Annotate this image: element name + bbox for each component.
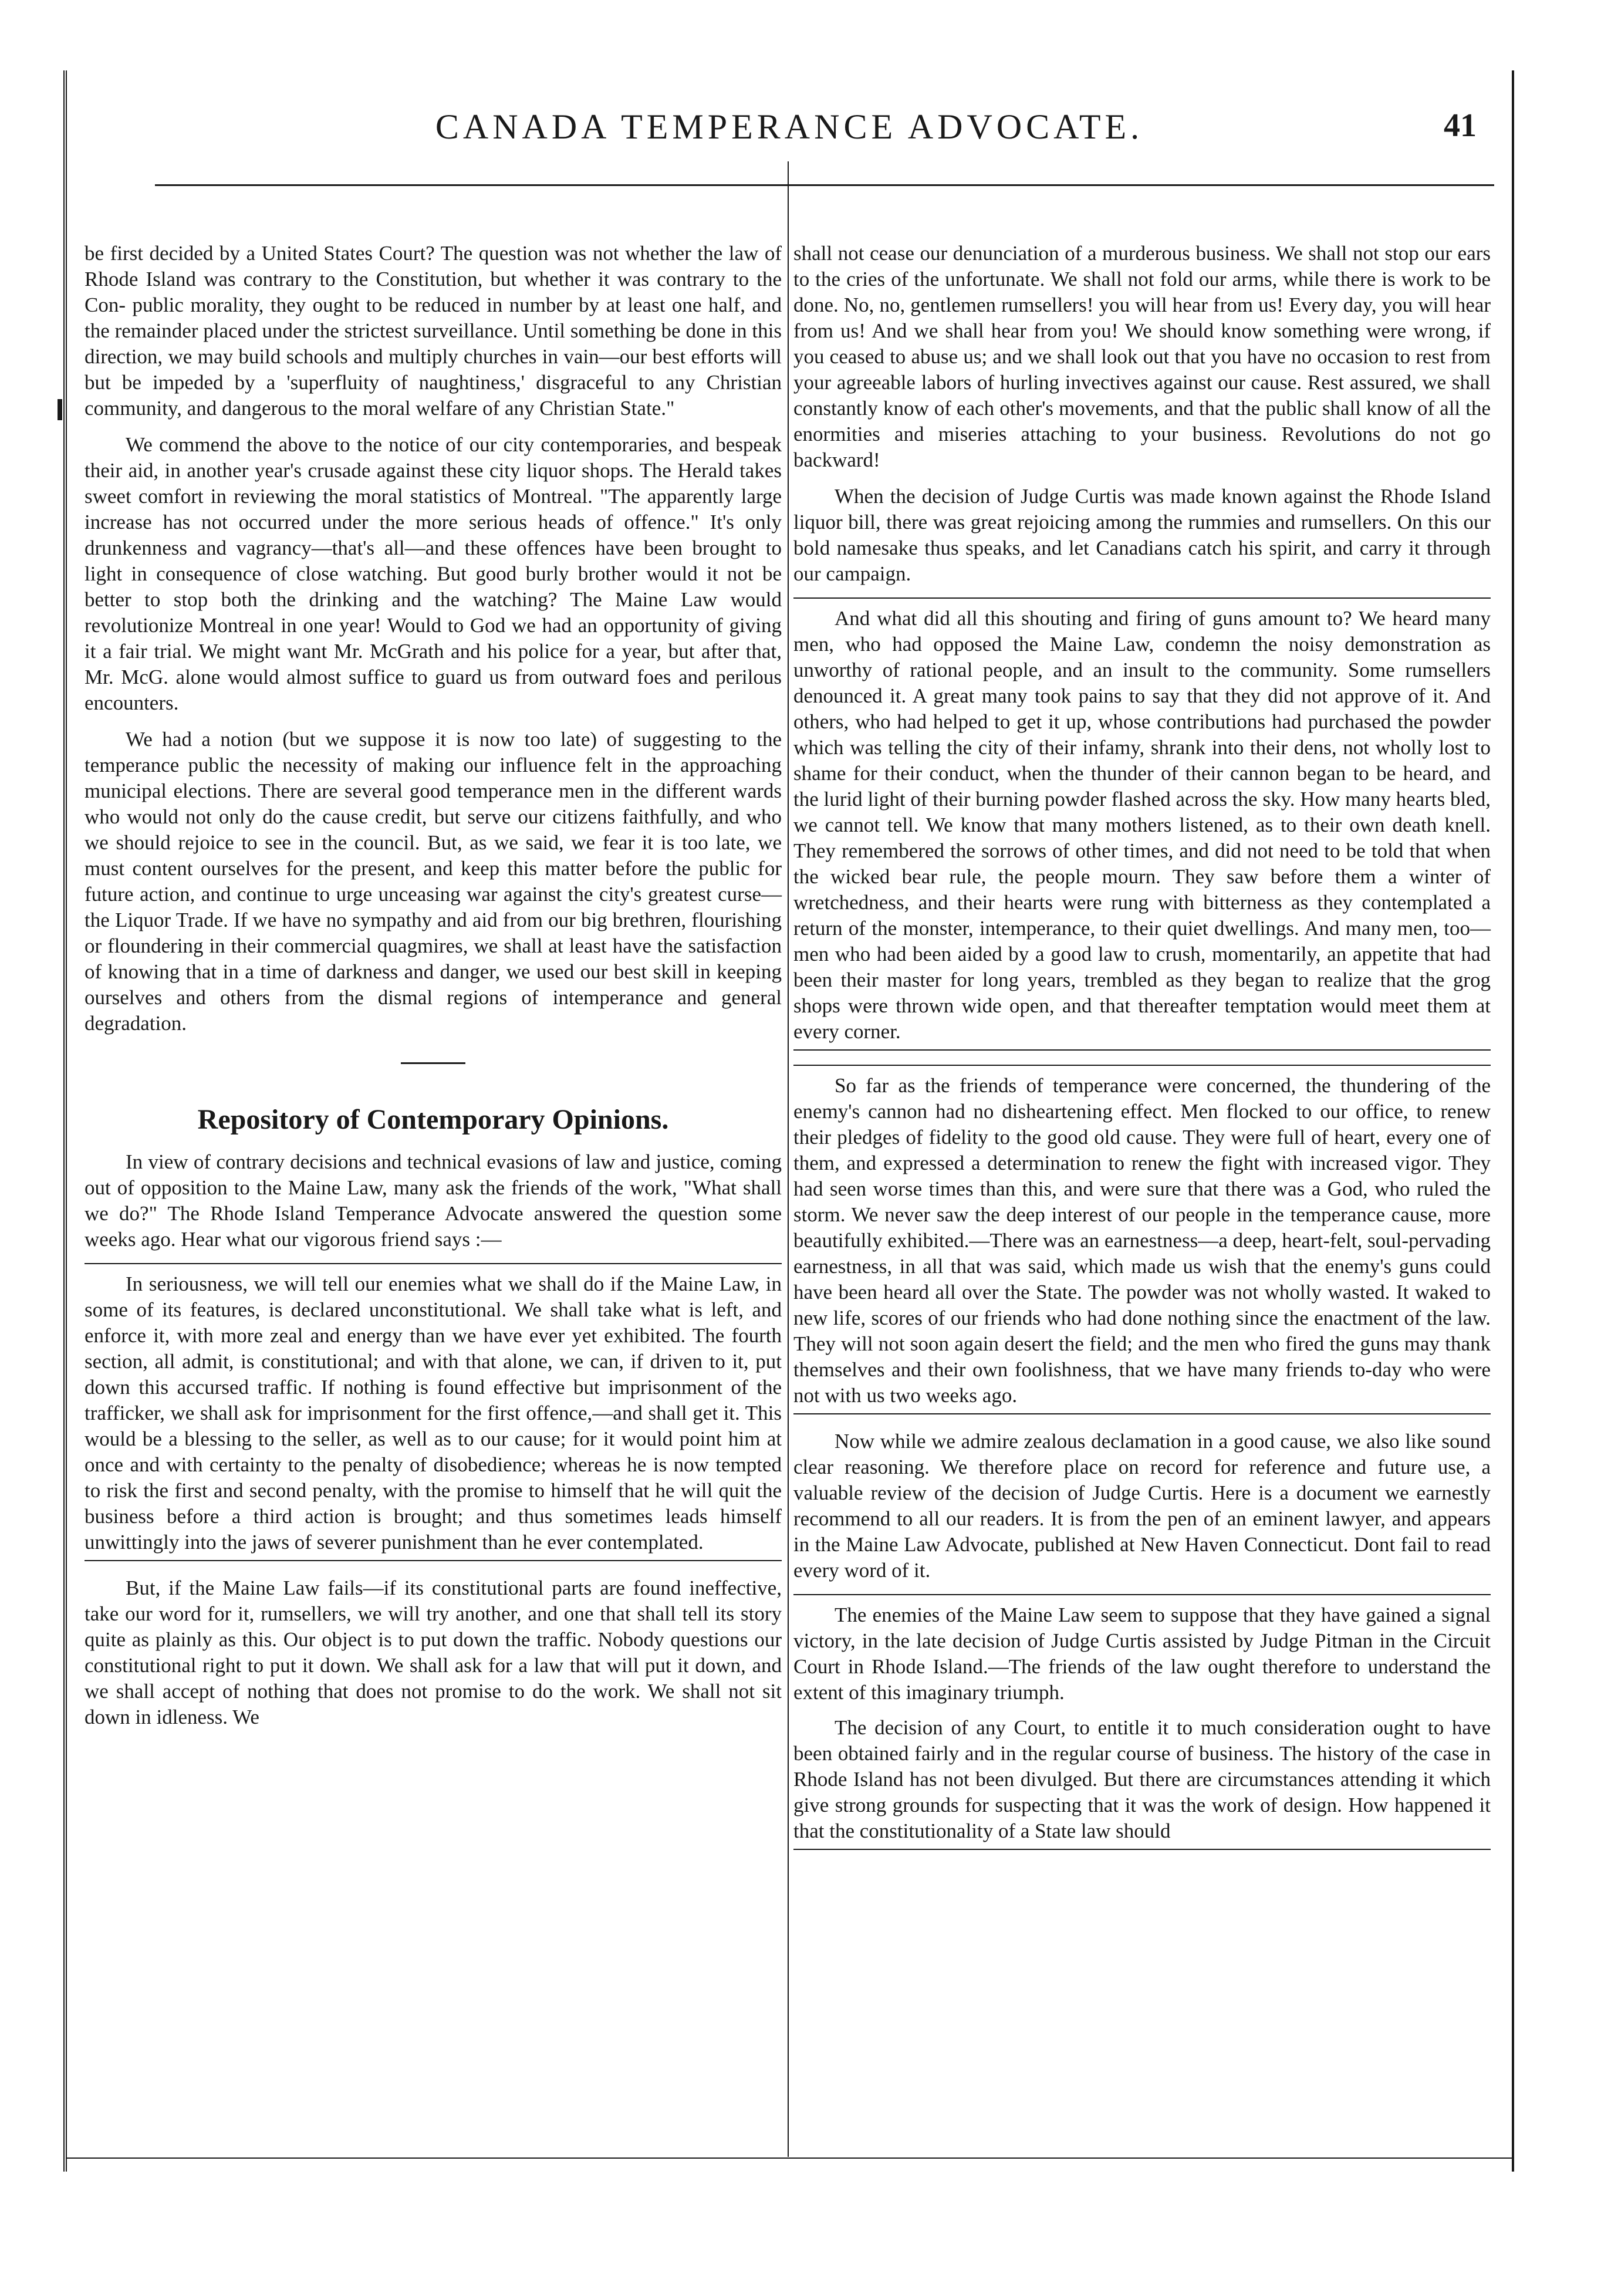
page-number: 41 [1444,107,1477,144]
section-heading: Repository of Contemporary Opinions. [197,1104,669,1135]
article-text: In seriousness, we will tell our enemies what we shall do if the Maine Law, in some of its features, is declared unconstitutional. We shall take what is left, and enforce it, with more zeal and energy than we have ever yet exhibited. The fourth section, all admit, is constitutional; and with that alone, we can, if driven to it, put down this accursed traffic. If nothing is found effective but imprisonment of the trafficker, we shall ask for imprisonment for the first offence,—and shall get it. This would be a blessing to the seller, as well as to our cause; for it would point him at once and with certainty to the penalty of disobedience; whereas he is now tempted to risk the first and second penalty, with the promise to himself that he will quit the business before a third action is brought; and thus sometimes leads himself unwittingly into the jaws of severer punishment than he ever contemplated. [85,1272,782,1554]
margin-mark [58,399,62,420]
quoted-passage [85,1263,782,1561]
column-divider [788,161,789,2157]
newspaper-title: CANADA TEMPERANCE ADVOCATE. [435,107,1144,146]
article-text: be first decided by a United States Court? The question was not whether the law of Rhode Island was contrary to the Constitution, but whether it was contrary to the Con- public morality, they ought to be reduced in number by at least one half, and the remainder placed under the strictest surveillance. Until something be done in this direction, we may build schools and multiply churches in vain—our best efforts will but be impeded by a 'superfluity of naughtiness,' disgraceful to any Christian community, and dangerous to the moral welfare of any Christian State." [85,242,782,420]
article-text: In view of contrary decisions and technical evasions of law and justice, coming out of opposition to the Maine Law, many ask the friends of the work, "What shall we do?" The Rhode Island Temperance Advocate answered the question some weeks ago. Hear what our vigorous friend says :— [85,1150,782,1251]
quoted-passage [793,1065,1491,1414]
article-text: We had a notion (but we suppose it is now too late) of suggesting to the temperance public the necessity of making our influence felt in the approaching municipal elections. There are several good temperance men in the different wards who would not only do the cause credit, but serve our citizens faithfully, and who we should rejoice to see in the council. But, as we said, we fear it is too late, we must content ourselves for the present, and keep this matter before the public for future action, and continue to urge unceasing war against the city's greatest curse—the Liquor Trade. If we have no sympathy and aid from our big brethren, flourishing or floundering in their commercial quagmires, we shall at least have the satisfaction of knowing that in a time of darkness and danger, we used our best skill in keeping ourselves and others from the dismal regions of intemperance and general degradation. [85,728,782,1035]
article-text: And what did all this shouting and firing of guns amount to? We heard many men, who had opposed the Maine Law, condemn the noisy demonstration as unworthy of rational people, and an insult to the community. Some rumsellers denounced it. A great many took pains to say that they did not approve of it. And others, who had helped to get it up, whose contributions had purchased the powder which was telling the city of their infamy, shrank into their dens, not wholly lost to shame for their conduct, when the thunder of their cannon began to be heard, and the lurid light of their burning powder flashed across the sky. How many hearts bled, we cannot tell. We know that many mothers listened, as to their own death knell. They remembered the sorrows of other times, and did not need to be told that when the wicked bear rule, the people mourn. They saw before them a winter of wretchedness, and their hearts were rung with bitterness as they contemplated a return of the monster, intemperance, to their quiet dwellings. And many men, too—men who had been aided by a good law to crush, momentarily, an appetite that had been their master for long years, trembled as they began to realize that the grog shops were thrown wide open, and that thereafter temptation would meet them at every corner. [793,607,1491,1043]
quoted-passage [793,597,1491,1051]
masthead [67,107,1512,166]
article-text: The enemies of the Maine Law seem to suppose that they have gained a signal victory, in the late decision of Judge Curtis assisted by Judge Pitman in the Circuit Court in Rhode Island.—The friends of the law ought therefore to understand the extent of this imaginary triumph. [793,1603,1491,1704]
header-rule [155,184,1494,186]
article-text: shall not cease our denunciation of a murderous business. We shall not stop our ears to the cries of the unfortunate. We shall not fold our arms, while there is work to be done. No, no, gentlemen rumsellers! you will hear from us! Every day, you will hear from us! And we shall hear from you! We should know something were wrong, if you ceased to abuse us; and we shall look out that you have no occasion to rest from your agreeable labors of hurling invectives against our cause. Rest assured, we shall constantly know of each other's movements, and that the public shall know of all the enormities and miseries attaching to your business. Revolutions do not go backward! [793,242,1491,471]
right-column [793,241,1491,1864]
footer-rule [67,2157,1512,2159]
article-text: When the decision of Judge Curtis was made known against the Rhode Island liquor bill, there was great rejoicing among the rummies and rumsellers. On this our bold namesake thus speaks, and let Canadians catch his spirit, and carry it through our campaign. [793,485,1491,585]
article-text: Now while we admire zealous declamation in a good cause, we also like sound clear reasoning. We therefore place on record for reference and future use, a valuable review of the decision of Judge Curtis. Here is a document we earnestly recommend to all our readers. It is from the pen of an eminent lawyer, and appears in the Maine Law Advocate, published at New Haven Connecticut. Dont fail to read every word of it. [793,1430,1491,1582]
section-separator [401,1062,465,1064]
article-text: But, if the Maine Law fails—if its constitutional parts are found ineffective, take our word for it, rumsellers, we will try another, and one that shall tell its story quite as plainly as this. Our object is to put down the traffic. Nobody questions our constitutional right to put it down. We shall ask for a law that will put it down, and we shall accept of nothing that does not promise to do the work. We shall not sit down in idleness. We [85,1576,782,1728]
article-text: We commend the above to the notice of our city contemporaries, and bespeak their aid, in another year's crusade against these city liquor shops. The Herald takes sweet comfort in reviewing the moral statistics of Montreal. "The apparently large increase has not occurred under the more serious heads of offence." It's only drunkenness and vagrancy—that's all—and these offences have been brought to light in consequence of close watching. But good burly brother would it not be better to stop both the drinking and the watching? The Maine Law would revolutionize Montreal in one year! Would to God we had an opportunity of giving it a fair trial. We might want Mr. McGrath and his police for a year, but after that, Mr. McG. alone would almost suffice to guard us from outward foes and perilous encounters. [85,433,782,714]
left-column [85,241,782,1741]
newspaper-page [63,70,1514,2172]
article-text: The decision of any Court, to entitle it to much consideration ought to have been obtained fairly and in the regular course of business. The history of the case in Rhode Island has not been divulged. But there are circumstances attending it which give strong grounds for suspecting that it was the work of design. How happened it that the constitutionality of a State law should [793,1716,1491,1842]
article-text: So far as the friends of temperance were concerned, the thundering of the enemy's cannon had no disheartening effect. Men flocked to our office, to renew their pledges of fidelity to the good old cause. They were full of heart, every one of them, and expressed a determination to renew the fight with increased vigor. They had seen worse times than this, and were sure that there was a God, who ruled the storm. We never saw the deep interest of our people in the temperance cause, more beautifully exhibited.—There was an earnestness—a deep, heart-felt, soul-pervading earnestness, in all that was said, which made us wish that the enemy's guns could have been heard all over the State. The powder was not wholly wasted. It waked to new life, scores of our friends who had done nothing since the enactment of the law. They will not soon again desert the field; and the men who fired the guns may thank themselves and their own foolishness, that we have many friends to-day who were not with us two weeks ago. [793,1074,1491,1407]
quoted-passage [793,1594,1491,1850]
